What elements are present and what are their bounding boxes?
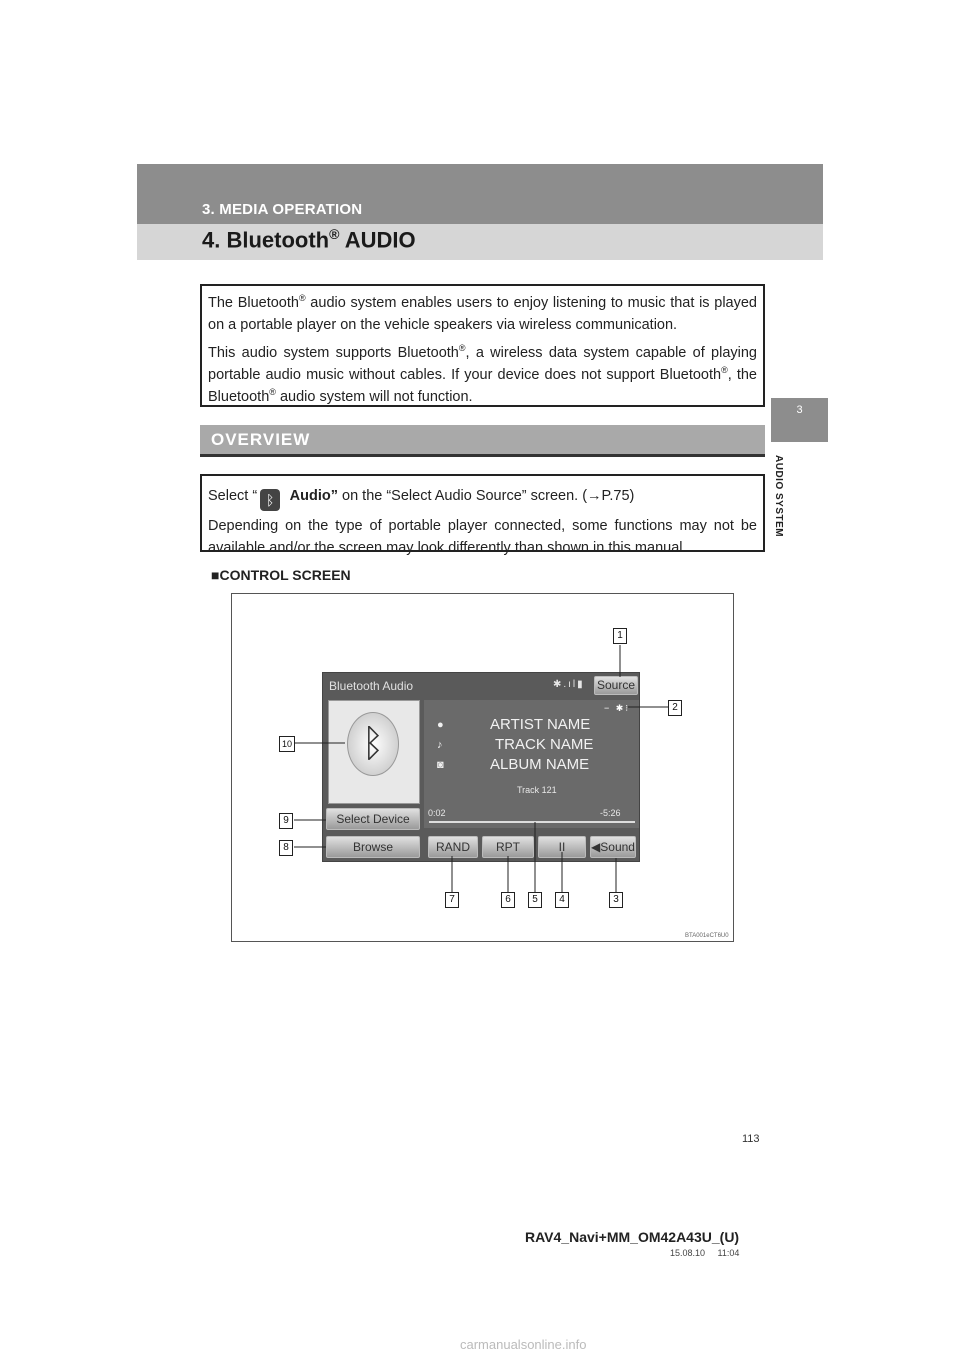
page-title: 4. Bluetooth® AUDIO — [202, 226, 416, 253]
figure-code: BTA001eCT6U0 — [685, 933, 729, 939]
document-date: 15.08.10 11:04 — [670, 1248, 740, 1258]
watermark: carmanualsonline.info — [460, 1337, 587, 1352]
bluetooth-icon: ᛒ — [260, 489, 280, 511]
chapter-number: 3 — [796, 404, 803, 416]
intro-paragraph-1: The Bluetooth® audio system enables users to enjoy listening to music that is played on a portable player on the vehicle speakers via wireless communication. — [208, 293, 757, 333]
artist-icon: ● — [437, 719, 444, 731]
track-number: Track 121 — [517, 785, 557, 795]
overview-note: Depending on the type of portable player connected, some functions may not be available and/or the screen may look differently than shown in this manual. — [208, 518, 757, 556]
connection-status-icon: − ✱⁝ — [604, 703, 631, 713]
browse-button[interactable]: Browse — [326, 836, 420, 858]
album-icon: ◙ — [437, 759, 444, 771]
track-name: TRACK NAME — [495, 736, 594, 753]
select-instruction: Select “ ᛒ Audio” on the “Select Audio Source” screen. (→P.75) — [208, 485, 757, 511]
speaker-icon: ◀ — [591, 840, 601, 854]
select-device-button[interactable]: Select Device — [326, 808, 420, 830]
album-name: ALBUM NAME — [490, 756, 590, 773]
section-header: 3. MEDIA OPERATION — [202, 201, 363, 218]
time-remaining: -5:26 — [600, 808, 621, 818]
intro-paragraph-2: This audio system supports Bluetooth®, a wireless data system capable of playing portable audio music without cables. If your device does not support Bluetooth®, the Bluetooth® audio system will not function. — [208, 343, 757, 405]
artist-name: ARTIST NAME — [490, 716, 591, 733]
source-button[interactable]: Source — [594, 676, 638, 695]
callout-5: 5 — [528, 892, 542, 908]
music-note-icon: ♪ — [437, 739, 443, 751]
document-code: RAV4_Navi+MM_OM42A43U_(U) — [525, 1229, 740, 1245]
callout-7: 7 — [445, 892, 459, 908]
overview-title: OVERVIEW — [211, 430, 311, 449]
callout-8: 8 — [279, 840, 293, 856]
repeat-button[interactable]: RPT — [482, 836, 534, 858]
callout-4: 4 — [555, 892, 569, 908]
screen-title: Bluetooth Audio — [329, 679, 414, 693]
random-button[interactable]: RAND — [428, 836, 478, 858]
time-elapsed: 0:02 — [428, 808, 446, 818]
pause-button[interactable]: II — [538, 836, 586, 858]
chapter-label: AUDIO SYSTEM — [773, 455, 784, 538]
callout-9: 9 — [279, 813, 293, 829]
callout-10: 10 — [279, 736, 295, 752]
bluetooth-logo-icon: ᛒ — [347, 712, 399, 776]
callout-6: 6 — [501, 892, 515, 908]
sound-button[interactable]: ◀Sound — [590, 836, 636, 858]
callout-3: 3 — [609, 892, 623, 908]
status-icons: ✱.ıl▮ — [553, 679, 585, 690]
callout-1: 1 — [613, 628, 627, 644]
page-number: 113 — [742, 1133, 760, 1145]
control-screen-heading: ■CONTROL SCREEN — [211, 567, 351, 583]
callout-2: 2 — [668, 700, 682, 716]
